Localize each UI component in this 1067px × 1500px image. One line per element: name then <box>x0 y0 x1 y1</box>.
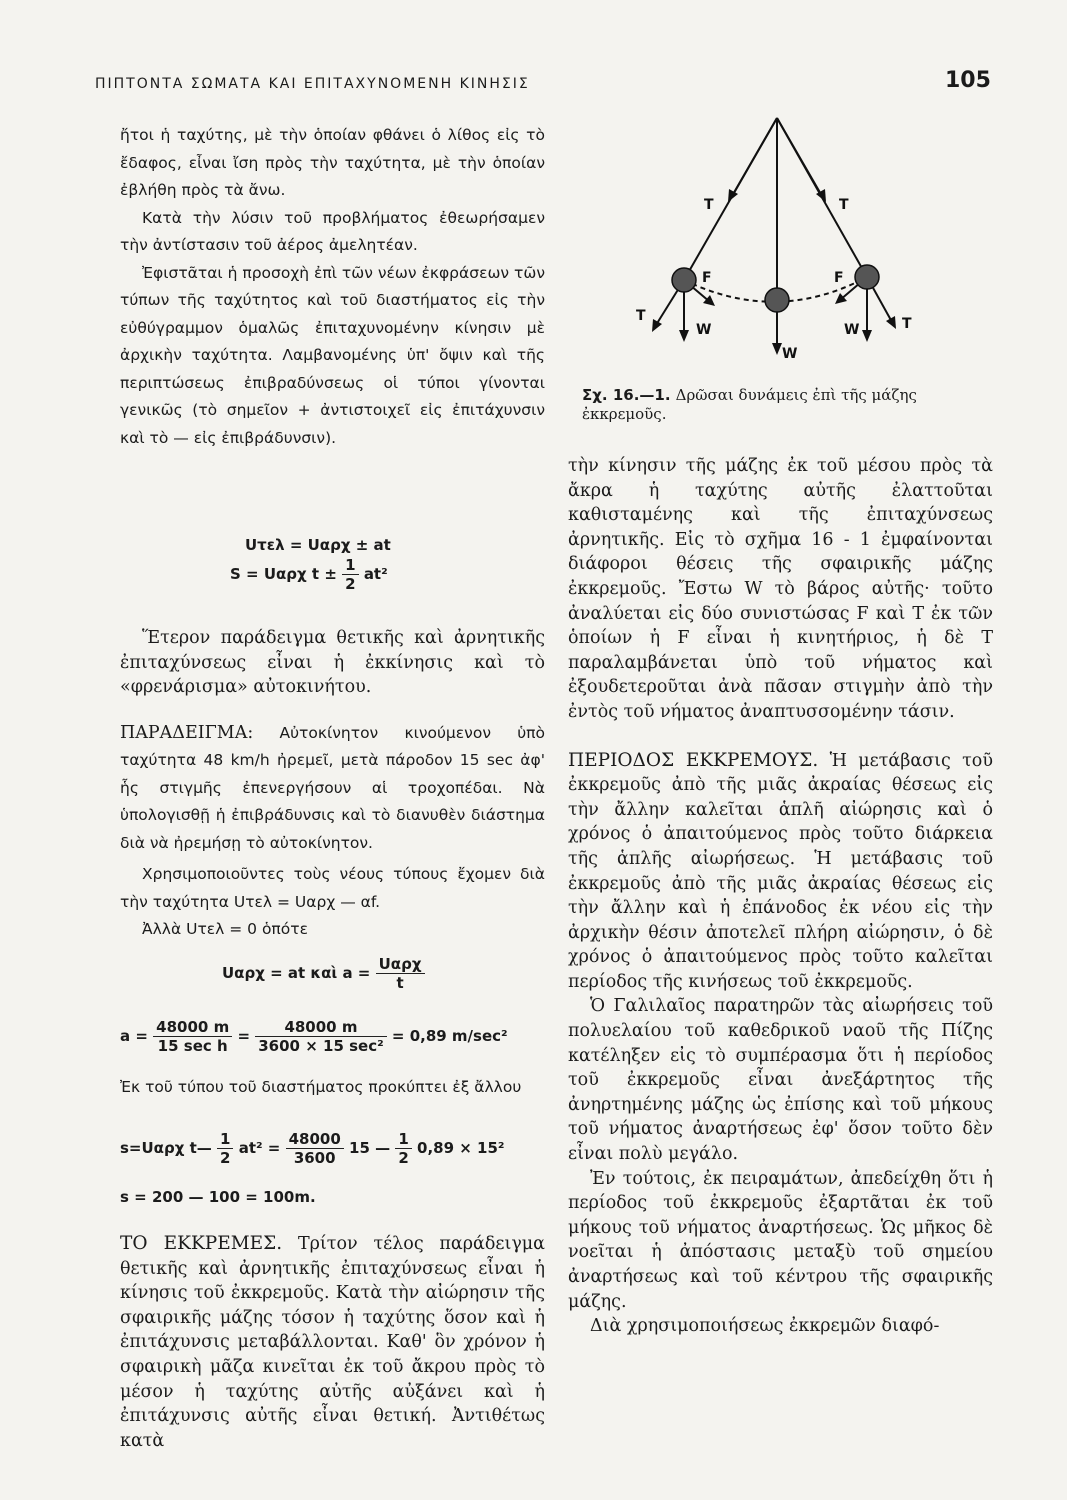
example-text: Αὐτοκίνητον κινούμενον ὑπὸ ταχύτητα 48 km/h ἠρεμεῖ, μετὰ πάροδον 15 sec ἀφ' ἧς στιγμῆς ἐπενεργήσουν αἱ τροχοπέδαι. Νὰ ὑπολογισθῇ ἡ ἐπιβράδυνσις καὶ τὸ διανυθὲν διάστημα διὰ νὰ ἠρεμήσῃ τὸ αὐτοκίνητον. <box>120 723 545 852</box>
formula-distance <box>230 556 388 593</box>
mass-center <box>765 288 789 312</box>
paragraph: ἤτοι ἡ ταχύτης, μὲ τὴν ὁποίαν φθάνει ὁ λίθος εἰς τὸ ἔδαφος, εἶναι ἴση πρὸς τὴν ταχύτητα, μὲ τὴν ὁποίαν ἐβλήθη πρὸς τὰ ἄνω. <box>120 126 545 199</box>
formula-part: s=Uαρχ t— <box>120 1139 212 1157</box>
arrowhead <box>862 330 872 342</box>
example-label: ΠΑΡΑΔΕΙΓΜΑ: <box>120 722 254 743</box>
left-column <box>120 122 545 452</box>
pendulum-section <box>120 1232 545 1453</box>
formula-part: = <box>237 1027 251 1045</box>
formula-part: Uαρχ = at καὶ a = <box>222 964 371 982</box>
formula-part: 0,89 × 15² <box>417 1139 505 1157</box>
fraction-numerator: 48000 m <box>153 1018 232 1037</box>
section-text: Τρίτον τέλος παράδειγμα θετικῆς καὶ ἀρνητικῆς ἐπιταχύνσεως εἶναι ἡ κίνησις τοῦ ἐκκρεμοῦς. Κατὰ τὴν αἰώρησιν τῆς σφαιρικῆς μάζης τόσον ἡ ταχύτης ὅσον καὶ ἡ ἐπιτάχυνσις μεταβάλλονται. Καθ' ὃν χρόνον ἡ σφαιρικὴ μᾶζα κινεῖται ἐκ τοῦ ἄκρου πρὸς τὸ μέσον ἡ ταχύτης αὐτῆς αὐξάνει καὶ ἡ ἐπιτάχυνσις αὐτῆς εἶναι θετική. Ἀντιθέτως κατὰ <box>120 1234 545 1451</box>
fraction-denominator: 3600 <box>293 1149 336 1167</box>
fraction-denominator: 2 <box>220 1149 231 1167</box>
paragraph: Ἀλλὰ Uτελ = 0 ὁπότε <box>142 920 308 939</box>
fraction-numerator: 48000 m <box>255 1018 386 1037</box>
label-t: T <box>636 308 646 324</box>
fraction-denominator: 3600 × 15 sec² <box>258 1037 384 1055</box>
formula-part: 15 — <box>349 1139 391 1157</box>
arrowhead <box>679 330 689 342</box>
left-column-lower2 <box>120 1074 545 1102</box>
formula-part: at² <box>363 565 388 583</box>
formula-part: a = <box>120 1027 148 1045</box>
fraction-denominator: 15 sec h <box>157 1037 228 1055</box>
caption-number: Σχ. 16.—1. <box>582 386 671 404</box>
example-block <box>120 720 545 858</box>
tension-up-right <box>777 118 822 196</box>
label-t: T <box>902 316 912 332</box>
fraction-denominator: t <box>396 974 404 992</box>
fraction-numerator: Uαρχ <box>376 955 425 974</box>
label-f: F <box>834 270 844 286</box>
figure-caption <box>582 385 1002 423</box>
mass-right <box>855 265 879 289</box>
label-w: W <box>696 322 712 338</box>
paragraph: Διὰ χρησιμοποιήσεως ἐκκρεμῶν διαφό- <box>590 1316 940 1337</box>
paragraph: Ἕτερον παράδειγμα θετικῆς καὶ ἀρνητικῆς ἐπιταχύνσεως εἶναι ἡ ἐκκίνησις καὶ τὸ «φρενάρισμα» αὐτοκινήτου. <box>120 628 545 698</box>
fraction-numerator: 48000 <box>286 1130 344 1149</box>
paragraph: τὴν κίνησιν τῆς μάζης ἐκ τοῦ μέσου πρὸς τὰ ἄκρα ἡ ταχύτης αὐτῆς ἐλαττοῦται καθισταμένης καὶ τῆς ἐπιταχύνσεως ἀρνητικῆς. Εἰς τὸ σχῆμα 16 - 1 ἐμφαίνονται διάφοροι θέσεις τῆς σφαιρικῆς μάζης ἐκκρεμοῦς. Ἔστω W τὸ βάρος αὐτῆς· τοῦτο ἀναλύεται εἰς δύο συνιστώσας F καὶ T ἐκ τῶν ὁποίων ἡ F εἶναι ἡ κινητήριος, ἡ δὲ T παραλαμβάνεται ὑπὸ τοῦ νήματος καὶ ἐξουδετεροῦται ἀνὰ πᾶσαν στιγμὴν ἀπὸ τὴν ἐντὸς τοῦ νήματος ἀναπτυσσομένην τάσιν. <box>568 456 993 722</box>
section-heading: ΠΕΡΙΟΔΟΣ ΕΚΚΡΕΜΟΥΣ. <box>568 749 819 771</box>
paragraph: Ὁ Γαλιλαῖος παρατηρῶν τὰς αἰωρήσεις τοῦ πολυελαίου τοῦ καθεδρικοῦ ναοῦ τῆς Πίζης κατέληξεν εἰς τὸ συμπέρασμα ὅτι ἡ περίοδος τοῦ ἐκκρεμοῦς εἶναι ἀνεξάρτητος τῆς ἀνηρτημένης μάζης ὡς ἐπίσης καὶ τοῦ μήκους τοῦ νήματος ἀναρτήσεως ἐφ' ὅσον τοῦτο δὲν εἶναι πολὺ μεγάλο. <box>568 996 993 1165</box>
paragraph: Χρησιμοποιοῦντες τοὺς νέους τύπους ἔχομεν διὰ τὴν ταχύτητα Uτελ = Uαρχ — αf. <box>120 865 545 911</box>
label-t: T <box>839 197 849 213</box>
arrowhead <box>652 319 662 332</box>
fraction-numerator: 1 <box>395 1130 411 1149</box>
right-column <box>568 454 993 1339</box>
formula-part: at² = <box>238 1139 281 1157</box>
label-w: W <box>782 346 798 362</box>
pendulum-figure <box>622 110 922 370</box>
paragraph: Ἐφιστᾶται ἡ προσοχὴ ἐπὶ τῶν νέων ἐκφράσεων τῶν τύπων τῆς ταχύτητος καὶ τοῦ διαστήματος εἰς τὴν εὐθύγραμμον ὁμαλῶς ἐπιταχυνομένην κίνησιν μὲ ἀρχικὴν ταχύτητα. Λαμβανομένης ὑπ' ὄψιν καὶ τῆς περιπτώσεως ἐπιβραδύνσεως οἱ τύποι γίνονται γενικῶς (τὸ σημεῖον + ἀντιστοιχεῖ εἰς ἐπιτάχυνσιν καὶ τὸ — εἰς ἐπιβράδυνσιν). <box>120 263 545 447</box>
fraction-numerator: 1 <box>217 1130 233 1149</box>
page-number: 105 <box>945 68 991 93</box>
fraction-numerator: 1 <box>342 556 358 575</box>
paragraph <box>120 1232 545 1453</box>
formula-part: S = Uαρχ t ± <box>230 565 337 583</box>
paragraph: Ἐκ τοῦ τύπου τοῦ διαστήματος προκύπτει ἐξ ἄλλου <box>120 1078 522 1096</box>
fraction-denominator: 2 <box>345 575 356 593</box>
formula-distance-value <box>120 1130 505 1167</box>
formula-part: = 0,89 m/sec² <box>391 1027 508 1045</box>
formula-result: s = 200 — 100 = 100m. <box>120 1188 316 1206</box>
label-w: W <box>844 322 860 338</box>
left-column-lower <box>120 626 545 944</box>
label-f: F <box>702 270 712 286</box>
label-t: T <box>704 197 714 213</box>
section-heading: ΤΟ ΕΚΚΡΕΜΕΣ. <box>120 1233 283 1254</box>
fraction-denominator: 2 <box>398 1149 409 1167</box>
formula-velocity: Uτελ = Uαρχ ± at <box>245 536 391 554</box>
formula-acceleration <box>222 955 425 992</box>
caption-text: Δρῶσαι δυνάμεις ἐπὶ τῆς μάζης ἐκκρεμοῦς. <box>582 386 917 423</box>
arrowhead <box>886 316 896 329</box>
section-text: Ἡ μετάβασις τοῦ ἐκκρεμοῦς ἀπὸ τῆς μιᾶς ἀκραίας θέσεως εἰς τὴν ἄλλην καλεῖται ἁπλῆ αἰώρησις καὶ ὁ χρόνος ὁ ἀπαιτούμενος πρὸς τοῦτο διάρκεια τῆς ἁπλῆς αἰωρήσεως. Ἡ μετάβασις τοῦ ἐκκρεμοῦς ἀπὸ τῆς μιᾶς ἀκραίας θέσεως εἰς τὴν ἄλλην καὶ ἡ ἐπάνοδος ἐκ νέου εἰς τὴν ἀρχικὴν θέσιν ἀποτελεῖ πλήρη αἰώρησιν, ὁ δὲ χρόνος ὁ ἀπαιτούμενος πρὸς τοῦτο καλεῖται περίοδος τῆς κινήσεως τοῦ ἐκκρεμοῦς. <box>568 750 993 992</box>
formula-acceleration-value <box>120 1018 508 1055</box>
arrowhead <box>772 343 782 355</box>
mass-left <box>672 268 696 292</box>
arrowhead <box>728 189 738 202</box>
running-title: ΠΙΠΤΟΝΤΑ ΣΩΜΑΤΑ ΚΑΙ ΕΠΙΤΑΧΥΝΟΜΕΝΗ ΚΙΝΗΣΙΣ <box>95 76 530 92</box>
paragraph <box>568 749 993 995</box>
tension-up-left <box>732 118 777 196</box>
paragraph: Ἐν τούτοις, ἐκ πειραμάτων, ἀπεδείχθη ὅτι ἡ περίοδος τοῦ ἐκκρεμοῦς ἐξαρτᾶται ἐκ τοῦ μήκους τοῦ νήματος ἀναρτήσεως. Ὡς μῆκος δὲ νοεῖται ἡ ἀπόστασις μεταξὺ τοῦ σημείου ἀναρτήσεως καὶ τοῦ κέντρου τῆς σφαιρικῆς μάζης. <box>568 1168 993 1312</box>
paragraph: Κατὰ τὴν λύσιν τοῦ προβλήματος ἐθεωρήσαμεν τὴν ἀντίστασιν τοῦ ἀέρος ἀμελητέαν. <box>120 208 545 254</box>
